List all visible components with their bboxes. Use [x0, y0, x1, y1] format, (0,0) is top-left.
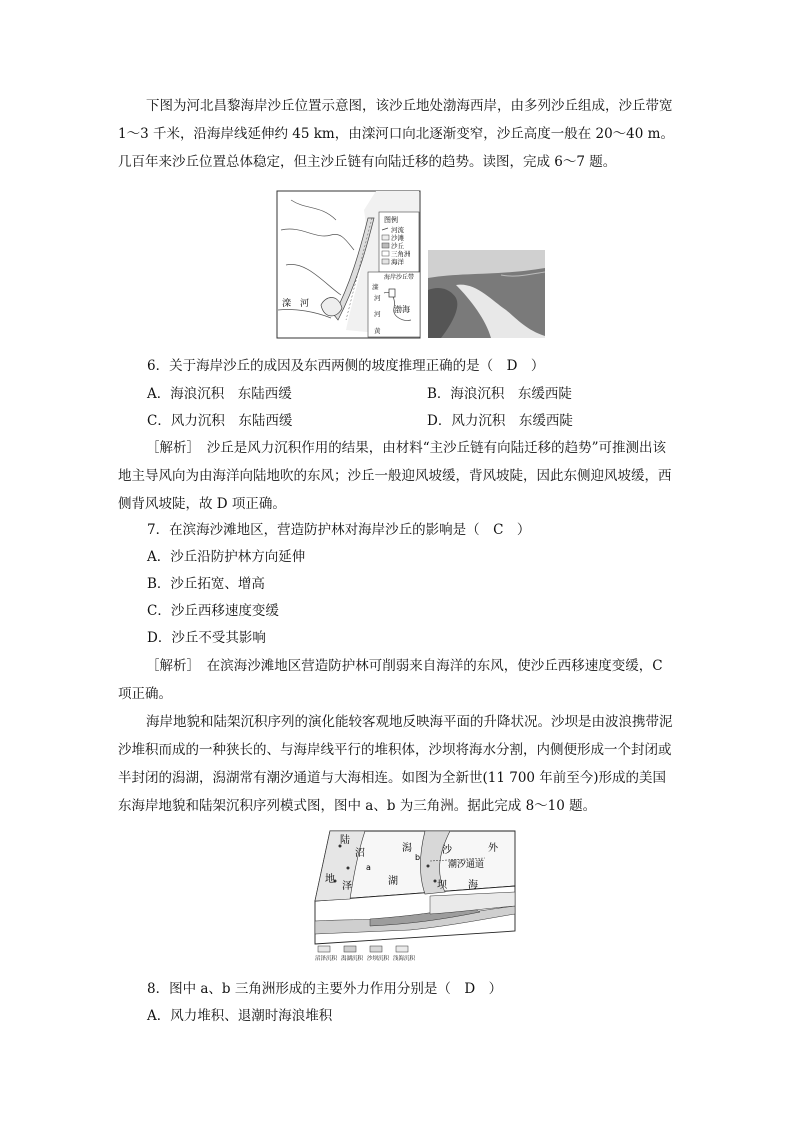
inset-label-he: 河 — [374, 294, 381, 302]
q8-stem: 8．图中 a、b 三角洲形成的主要外力作用分别是（ D ） — [147, 981, 503, 997]
inset-label-he2: 河 — [374, 310, 381, 318]
q7-option-d: D．沙丘不受其影响 — [147, 630, 266, 646]
svg-text:沙坝沉积: 沙坝沉积 — [367, 956, 390, 962]
svg-text:海洋: 海洋 — [391, 258, 404, 266]
label-di: 地 — [325, 874, 335, 885]
q8-option-a: A．风力堆积、退潮时海浪堆积 — [147, 1008, 333, 1024]
q6-option-b: B．海浪沉积 东缓西陡 — [427, 386, 572, 402]
q6-option-a: A．海浪沉积 东陆西缓 — [147, 386, 292, 402]
label-lu: 陆 — [340, 835, 350, 846]
label-tidal-channel: 潮汐通道 — [448, 860, 485, 870]
q6-option-d: D．风力沉积 东缓西陡 — [427, 413, 573, 429]
label-ba: 坝 — [437, 880, 447, 891]
inset-label-luan: 滦 — [372, 283, 379, 291]
q7-option-b: B．沙丘拓宽、增高 — [147, 576, 265, 592]
q7-option-a: A．沙丘沿防护林方向延伸 — [147, 549, 306, 565]
svg-text:三角洲: 三角洲 — [391, 250, 411, 258]
svg-text:浅海沉积: 浅海沉积 — [393, 956, 416, 962]
svg-text:沙丘: 沙丘 — [391, 242, 404, 250]
coastal-dune-photo — [428, 250, 545, 338]
q7-option-c: C．沙丘西移速度变缓 — [147, 603, 279, 619]
svg-text:河流: 河流 — [391, 226, 404, 234]
coastal-block-diagram — [310, 826, 520, 966]
svg-text:潟湖沉积: 潟湖沉积 — [341, 956, 364, 962]
q6-analysis: ［解析］ 沙丘是风力沉积作用的结果，由材料“主沙丘链有向陆迁移的趋势”可推测出该地主导风向为由海洋向陆地吹的东风；沙丘一般迎风坡缓，背风坡陡，因此东侧迎风坡缓，西侧背风坡陡，故 D 项正确。 — [118, 440, 672, 512]
intro-paragraph-1: 下图为河北昌黎海岸沙丘位置示意图，该沙丘地处渤海西岸，由多列沙丘组成，沙丘带宽 1～3 千米，沿海岸线延伸约 45 km，由滦河口向北逐渐变窄，沙丘高度一般在 20～40 m。几百年来沙丘位置总体稳定，但主沙丘链有向陆迁移的趋势。读图，完成 6～7 题。 — [118, 98, 674, 170]
legend-title: 图例 — [384, 216, 398, 224]
svg-text:沼泽沉积: 沼泽沉积 — [315, 956, 338, 962]
inset-label-bohai: 渤海 — [394, 305, 410, 314]
coastal-dune-map — [276, 190, 546, 340]
label-xi: 潟 — [402, 843, 412, 854]
intro-paragraph-2: 海岸地貌和陆架沉积序列的演化能较客观地反映海平面的升降状况。沙坝是由波浪携带泥沙堆积而成的一种狭长的、与海岸线平行的堆积体，沙坝将海水分割，内侧便形成一个封闭或半封闭的潟湖，潟湖常有潮汐通道与大海相连。如图为全新世(11 700 年前至今)形成的美国东海岸地貌和陆架沉积序列模式图，图中 a、b 为三角洲。据此完成 8～10 题。 — [118, 714, 673, 814]
svg-text:沙滩: 沙滩 — [391, 234, 404, 242]
label-zhao: 沼 — [355, 848, 365, 859]
label-hai: 海 — [468, 880, 478, 891]
label-yang: 泽 — [342, 881, 352, 892]
inset-label-band: 海岸沙丘带 — [384, 274, 415, 281]
label-sha: 沙 — [442, 845, 452, 856]
q7-analysis: ［解析］ 在滨海沙滩地区营造防护林可削弱来自海洋的东风，使沙丘西移速度变缓，C 项正确。 — [118, 658, 663, 702]
inset-label-huang: 黄 — [374, 327, 381, 335]
label-wai: 外 — [488, 843, 498, 854]
q6-stem: 6．关于海岸沙丘的成因及东西两侧的坡度推理正确的是（ D ） — [147, 358, 545, 374]
label-delta-b: b — [415, 853, 421, 862]
q6-option-c: C．风力沉积 东陆西缓 — [147, 413, 293, 429]
label-hu: 湖 — [388, 876, 398, 887]
luan-river-label: 滦 河 — [282, 299, 310, 309]
diagram-legend — [315, 946, 416, 962]
q7-stem: 7．在滨海沙滩地区，营造防护林对海岸沙丘的影响是（ C ） — [147, 522, 531, 538]
label-delta-a: a — [366, 863, 371, 872]
